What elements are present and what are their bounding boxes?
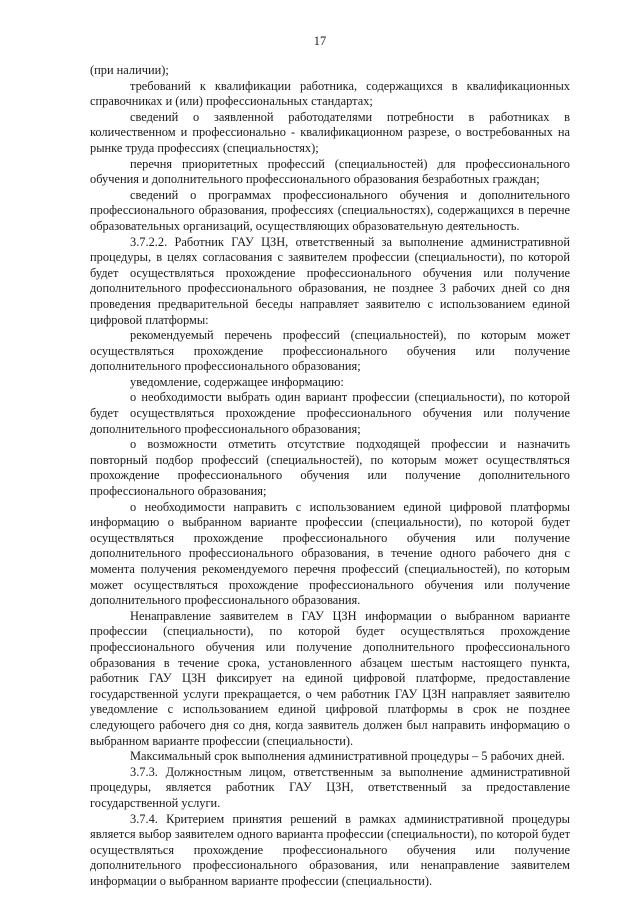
paragraph: Максимальный срок выполнения административной процедуры – 5 рабочих дней.: [130, 749, 565, 764]
paragraph-3-7-4: 3.7.4. Критерием принятия решений в рамках административной процедуры является выбор заявителем одного варианта профессии (специальности), по которой будет осуществляться прохождение профессионального обучения или получение дополнительного профессионального образования, или ненаправление заявителем информации о выбранном варианте профессии (специальности).: [90, 811, 570, 888]
paragraph: уведомление, содержащее информацию:: [130, 374, 344, 389]
paragraph: перечня приоритетных профессий (специальностей) для профессионального обучения и дополнительного профессионального образования безработных граждан;: [90, 156, 570, 187]
paragraph: о возможности отметить отсутствие подходящей профессии и назначить повторный подбор профессий (специальностей), по которым может осуществляться прохождение профессионального обучения или получение дополнительного профессионального образования;: [90, 437, 570, 499]
paragraph: сведений о программах профессионального обучения и дополнительного профессионального образования, профессиях (специальностях), содержащихся в перечне образовательных организаций, осуществляющих образовательную деятельность.: [90, 187, 570, 233]
paragraph: требований к квалификации работника, содержащихся в квалификационных справочниках и (или) профессиональных стандартах;: [90, 78, 570, 109]
paragraph-3-7-2-2: 3.7.2.2. Работник ГАУ ЦЗН, ответственный за выполнение административной процедуры, в целях согласования с заявителем профессии (специальности), по которой будет осуществляться прохождение профессионального обучения или получение дополнительного профессионального образования, не позднее 3 рабочих дней со дня проведения предварительной беседы направляет заявителю с использованием единой цифровой платформы:: [90, 234, 570, 327]
paragraph: (при наличии);: [90, 63, 169, 77]
page-number: 17: [313, 34, 327, 48]
paragraph-3-7-3: 3.7.3. Должностным лицом, ответственным за выполнение административной процедуры, является работник ГАУ ЦЗН, ответственный за предоставление государственной услуги.: [90, 764, 570, 810]
paragraph: рекомендуемый перечень профессий (специальностей), по которым может осуществляться прохождение профессионального обучения или получение дополнительного профессионального образования;: [90, 328, 570, 374]
paragraph: сведений о заявленной работодателями потребности в работниках в количественном и профессионально - квалификационном разрезе, о востребованных на рынке труда профессиях (специальностях);: [90, 109, 570, 155]
paragraph: о необходимости выбрать один вариант профессии (специальности), по которой будет осуществляться прохождение профессионального обучения или получение дополнительного профессионального образования;: [90, 390, 570, 436]
paragraph: Ненаправление заявителем в ГАУ ЦЗН информации о выбранном варианте профессии (специальности), по которой будет осуществляться прохождение профессионального обучения или получение дополнительного профессионального образования в течение срока, установленного абзацем шестым настоящего пункта, работник ГАУ ЦЗН фиксирует на единой цифровой платформе, предоставление государственной услуги прекращается, о чем работник ГАУ ЦЗН направляет заявителю уведомление с использованием единой цифровой платформы в срок не позднее следующего рабочего дня со дня, когда заявитель должен был направить информацию о выбранном варианте профессии (специальности).: [90, 608, 570, 748]
document-body: [90, 63, 570, 889]
paragraph: о необходимости направить с использованием единой цифровой платформы информацию о выбранном варианте профессии (специальности), по которой будет осуществляться прохождение профессионального обучения или получение дополнительного профессионального образования, в течение одного рабочего дня с момента получения рекомендуемого перечня профессий (специальностей), по которым может осуществляться прохождение профессионального обучения или получение дополнительного профессионального образования.: [90, 499, 570, 608]
